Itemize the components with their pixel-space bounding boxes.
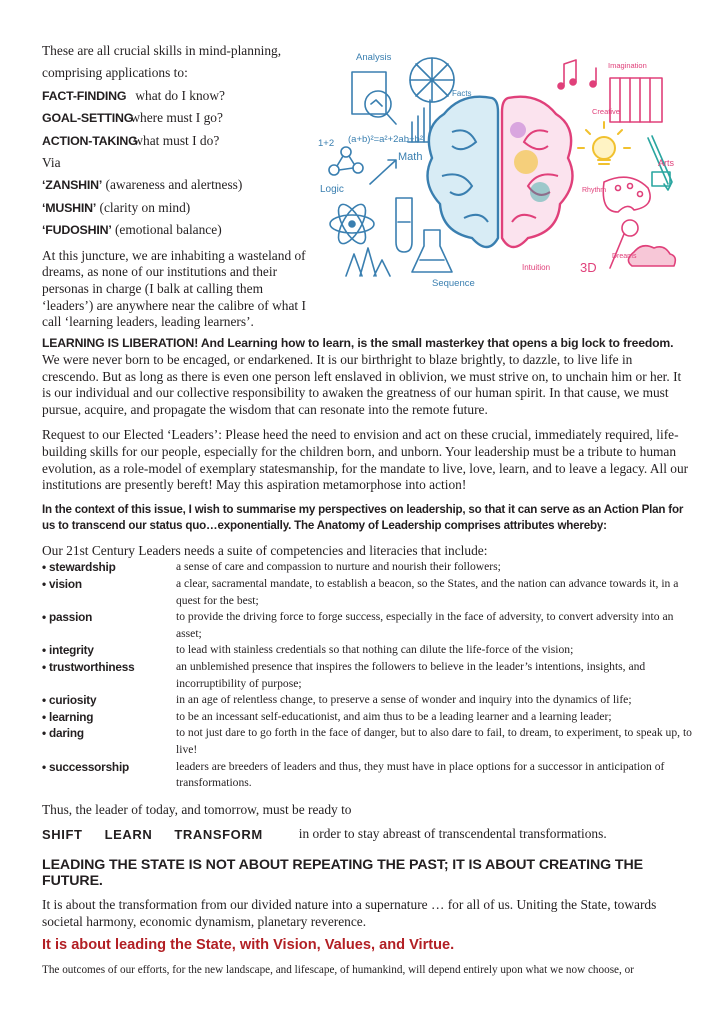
attribute-row: [42, 609, 692, 642]
attribute-name: • learning: [42, 709, 94, 724]
intro-line-2: comprising applications to:: [42, 65, 188, 81]
label-math: Math: [398, 151, 423, 163]
attribute-row: [42, 725, 692, 758]
state-meaning: (awareness and alertness): [105, 177, 243, 193]
label-one-plus-two: 1+2: [318, 138, 335, 149]
label-imagination: Imagination: [608, 61, 647, 70]
skill-label: GOAL-SETTING: [42, 111, 134, 126]
wasteland-paragraph: At this juncture, we are inhabiting a wasteland of dreams, as none of our institutions and their personas in charge (I balk at calling them ‘leaders’) are anywhere near the calibre of what I call ‘learning leaders, leading learners’.: [42, 247, 306, 330]
main-body: [42, 335, 692, 978]
left-hemisphere-icon: [428, 97, 499, 247]
slt-word-learn: LEARN: [104, 827, 153, 843]
palette-icon: [603, 177, 650, 212]
test-tube-icon: [396, 198, 412, 252]
label-rhythm: Rhythm: [582, 187, 607, 194]
attribute-name: • stewardship: [42, 560, 116, 575]
label-analysis: Analysis: [356, 52, 392, 63]
vision-values-virtue-line: It is about leading the State, with Vision, Values, and Virtue.: [42, 936, 455, 953]
label-3d: 3D: [580, 260, 597, 275]
thus-line: Thus, the leader of today, and tomorrow, must be ready to: [42, 801, 352, 817]
attribute-list: [42, 559, 692, 791]
skill-row: [42, 85, 317, 107]
skill-question: what must I do?: [133, 132, 220, 148]
attribute-name: • curiosity: [42, 693, 97, 708]
skill-row: [42, 107, 317, 129]
state-term: ‘ZANSHIN’: [42, 178, 103, 193]
attribute-row: [42, 659, 692, 692]
sequence-triangles-icon: [346, 248, 390, 276]
via-label: Via: [42, 155, 61, 171]
attribute-row: [42, 559, 692, 576]
attribute-row: [42, 642, 692, 659]
attribute-desc: to provide the driving force to forge success, especially in the face of adversity, to convert adversity into an asset;: [176, 610, 674, 640]
liberation-text: We were never born to be encaged, or endarkened. It is our birthright to blaze brightly, to dazzle, to live life in crescendo. But as long as there is even one person left enslaved in oblivion, we must strive on, to unchain him or her. It is our individual and our collective responsibility to awaken the greatness of our human spirit. In that cause, we must pursue, acquire, and propagate the wisdom that can resonate into the remote future.: [42, 351, 682, 418]
state-row: [42, 174, 317, 196]
magnifier-chart-icon: [352, 72, 396, 124]
label-facts: Facts: [452, 89, 472, 98]
arrow-up-icon: [370, 160, 396, 184]
attribute-desc: leaders are breeders of leaders and thus, they must have in place options for a successor in anticipation of transformations.: [176, 759, 665, 790]
skill-question: what do I know?: [135, 87, 225, 103]
request-paragraph: Request to our Elected ‘Leaders’: Please heed the need to envision and act on these crucial, immediately required, life-building skills for our people, especially for the children born, and unborn. Your leadership must be a tribute to human evolution, as a role-model of exemplary statesmanship, for the mandate to live, love, learn, and to leave a legacy. All our institutions are presently bereft! May this aspiration metamorphose into action!: [42, 426, 689, 493]
music-notes-icon: [558, 60, 596, 89]
transformation-paragraph: It is about the transformation from our divided nature into a supernature … for all of us. Uniting the State, towards societal harmony, economic dynamism, planetary reverence.: [42, 897, 657, 930]
attribute-desc: to be an incessant self-educationist, and aim thus to be a leading learner and a learning leader;: [176, 709, 612, 723]
attribute-desc: an unblemished presence that inspires the followers to believe in the leader’s intentions, insights, and incorruptibility of purpose;: [176, 659, 646, 690]
logic-network-icon: [329, 147, 363, 175]
flask-icon: [412, 230, 452, 272]
label-arts: Arts: [658, 158, 675, 168]
brain-svg: [312, 42, 690, 296]
label-formula: (a+b)²=a²+2ab+b²: [348, 134, 423, 145]
intro-line-1: These are all crucial skills in mind-planning,: [42, 43, 282, 58]
suite-line: Our 21st Century Leaders needs a suite of competencies and literacies that include:: [42, 542, 488, 558]
future-headline: LEADING THE STATE IS NOT ABOUT REPEATING THE PAST; IT IS ABOUT CREATING THE FUTURE.: [42, 857, 643, 890]
attribute-row: [42, 709, 692, 726]
attribute-name: • successorship: [42, 759, 130, 774]
attribute-desc: in an age of relentless change, to preserve a sense of wonder and inquiry into the dynamics of life;: [176, 693, 632, 707]
label-sequence: Sequence: [432, 278, 475, 289]
state-meaning: (emotional balance): [114, 222, 222, 238]
atom-icon: [330, 200, 374, 247]
state-meaning: (clarity on mind): [99, 199, 191, 215]
attribute-desc: a sense of care and compassion to nurture and nourish their followers;: [176, 560, 501, 574]
attribute-desc: to not just dare to go forth in the face of danger, but to also dare to fail, to dream, to experiment, to speak up, to live!: [176, 726, 692, 756]
slt-tail: in order to stay abreast of transcendental transformations.: [298, 826, 607, 842]
lightbulb-icon: [578, 122, 630, 164]
state-term: ‘FUDOSHIN’: [42, 223, 112, 238]
intro-section: [42, 40, 317, 345]
attribute-row: [42, 692, 692, 709]
state-term: ‘MUSHIN’: [42, 200, 97, 215]
label-dreams: Dreams: [612, 253, 637, 260]
attribute-desc: to lead with stainless credentials so that nothing can dilute the life-force of the vision;: [176, 643, 574, 657]
pie-chart-icon: [410, 58, 454, 102]
label-creative: Creative: [592, 107, 620, 116]
brain-illustration: [312, 42, 690, 296]
right-hemisphere-icon: [502, 97, 573, 247]
label-intuition: Intuition: [522, 263, 551, 272]
skill-row: [42, 130, 317, 152]
attribute-name: • integrity: [42, 643, 94, 658]
label-logic: Logic: [320, 184, 344, 195]
state-row: [42, 197, 317, 219]
attribute-row: [42, 576, 692, 609]
skill-label: ACTION-TAKING: [42, 133, 138, 148]
outcomes-line: The outcomes of our efforts, for the new landscape, and lifescape, of humankind, will depend entirely upon what we now choose, or: [42, 963, 634, 976]
liberation-headline: LEARNING IS LIBERATION! And Learning how to learn, is the small masterkey that opens a big lock to freedom.: [42, 336, 674, 350]
liberation-paragraph: [42, 335, 692, 419]
skill-question: where must I go?: [130, 110, 223, 126]
context-paragraph: In the context of this issue, I wish to summarise my perspectives on leadership, so that it can serve as an Action Plan for us to transcend our status quo…exponentially. The Anatomy of Leadership comprises attributes whereby:: [42, 503, 684, 533]
attribute-row: [42, 759, 692, 792]
slt-word-shift: SHIFT: [42, 827, 83, 843]
attribute-name: • vision: [42, 576, 82, 591]
attribute-name: • daring: [42, 726, 84, 741]
slt-word-transform: TRANSFORM: [174, 827, 263, 843]
skill-label: FACT-FINDING: [42, 88, 127, 103]
attribute-name: • passion: [42, 610, 93, 625]
attribute-desc: a clear, sacramental mandate, to establish a beacon, so the States, and the nation can advance towards it, in a quest for the best;: [176, 576, 679, 607]
attribute-name: • trustworthiness: [42, 659, 135, 674]
shift-learn-transform-row: [42, 826, 692, 843]
state-row: [42, 219, 317, 241]
